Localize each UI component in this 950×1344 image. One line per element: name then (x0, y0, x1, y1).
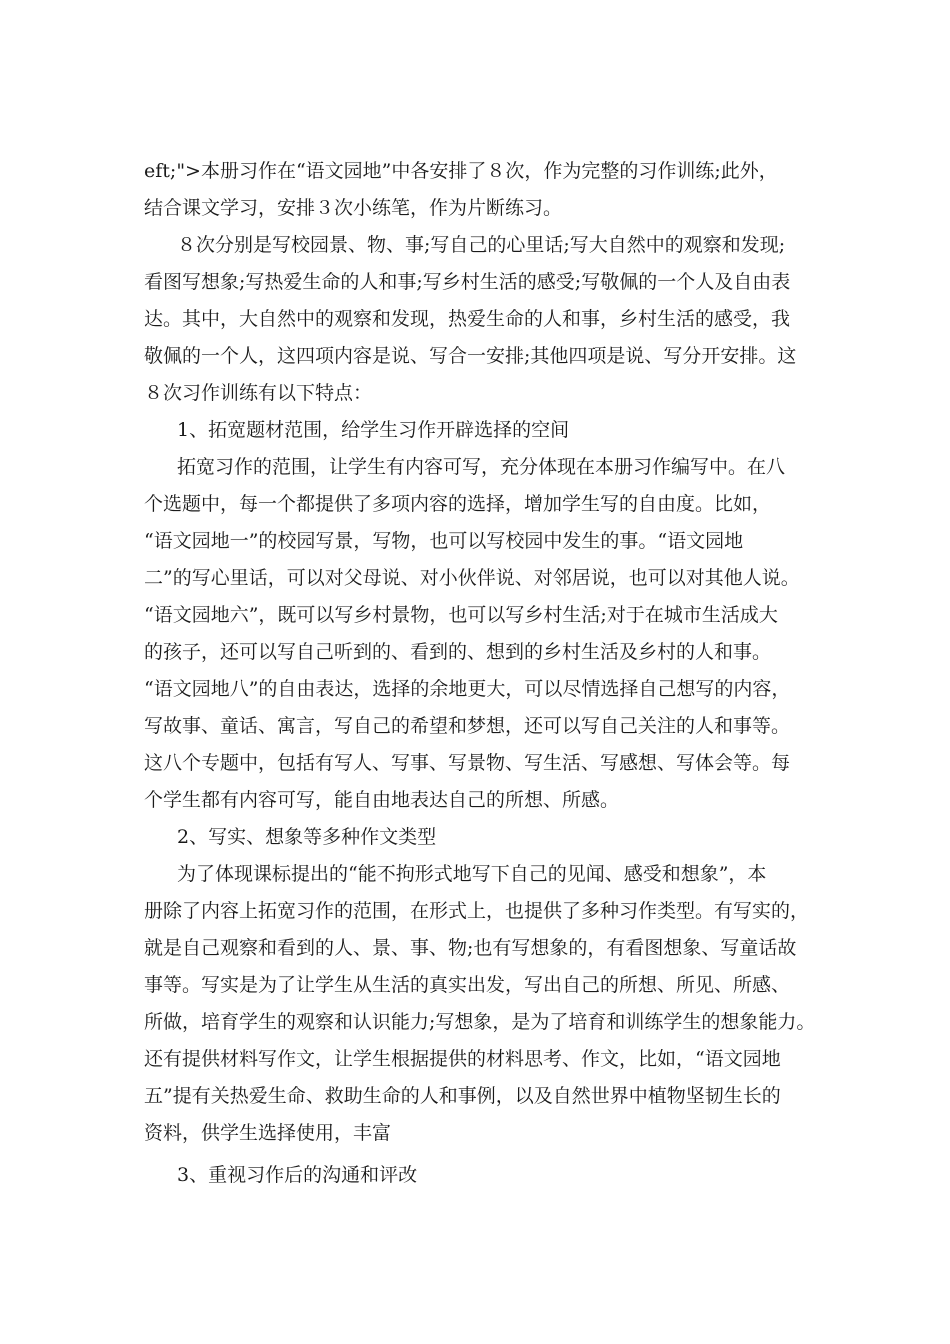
section-heading: 2、写实、想象等多种作文类型 (177, 826, 437, 848)
text-line: 这八个专题中，包括有写人、写事、写景物、写生活、写感想、写体会等。每 (144, 752, 791, 774)
section-heading: 1、拓宽题材范围，给学生习作开辟选择的空间 (177, 419, 570, 441)
text-line: ８次习作训练有以下特点： (144, 382, 373, 404)
text-line: 写故事、童话、寓言，写自己的希望和梦想，还可以写自己关注的人和事等。 (144, 715, 791, 737)
text-line: “语文园地一”的校园写景，写物，也可以写校园中发生的事。“语文园地 (144, 530, 744, 552)
document-body (144, 153, 834, 1194)
text-line: 事等。写实是为了让学生从生活的真实出发，写出自己的所想、所见、所感、 (144, 974, 791, 996)
text-line: “语文园地八”的自由表达，选择的余地更大，可以尽情选择自己想写的内容， (144, 678, 791, 700)
text-line: 册除了内容上拓宽习作的范围，在形式上，也提供了多种习作类型。有写实的， (144, 900, 810, 922)
text-line: eft;">本册习作在“语文园地”中各安排了８次，作为完整的习作训练;此外， (144, 160, 778, 182)
text-line: 所做，培育学生的观察和认识能力;写想象，是为了培育和训练学生的想象能力。 (144, 1011, 816, 1033)
text-line: 资料，供学生选择使用，丰富 (144, 1122, 392, 1144)
text-line: 结合课文学习，安排３次小练笔，作为片断练习。 (144, 197, 563, 219)
text-line: 五”提有关热爱生命、救助生命的人和事例，以及自然世界中植物坚韧生长的 (144, 1085, 781, 1107)
text-line: 为了体现课标提出的“能不拘形式地写下自己的见闻、感受和想象”，本 (177, 863, 767, 885)
text-line: 还有提供材料写作文，让学生根据提供的材料思考、作文，比如，“语文园地 (144, 1048, 781, 1070)
section-heading: 3、重视习作后的沟通和评改 (177, 1164, 418, 1186)
text-line: “语文园地六”，既可以写乡村景物，也可以写乡村生活;对于在城市生活成大 (144, 604, 778, 626)
text-line: ８次分别是写校园景、物、事;写自己的心里话;写大自然中的观察和发现; (177, 234, 786, 256)
text-line: 二”的写心里话，可以对父母说、对小伙伴说、对邻居说，也可以对其他人说。 (144, 567, 800, 589)
text-line: 个学生都有内容可写，能自由地表达自己的所想、所感。 (144, 789, 620, 811)
text-line: 的孩子，还可以写自己听到的、看到的、想到的乡村生活及乡村的人和事。 (144, 641, 772, 663)
text-line: 敬佩的一个人，这四项内容是说、写合一安排;其他四项是说、写分开安排。这 (144, 345, 797, 367)
text-line: 就是自己观察和看到的人、景、事、物;也有写想象的，有看图想象、写童话故 (144, 937, 797, 959)
text-line: 个选题中，每一个都提供了多项内容的选择，增加学生写的自由度。比如， (144, 493, 772, 515)
text-line: 拓宽习作的范围，让学生有内容可写，充分体现在本册习作编写中。在八 (177, 456, 786, 478)
text-line: 看图写想象;写热爱生命的人和事;写乡村生活的感受;写敬佩的一个人及自由表 (144, 271, 791, 293)
text-line: 达。其中，大自然中的观察和发现，热爱生命的人和事，乡村生活的感受，我 (144, 308, 791, 330)
